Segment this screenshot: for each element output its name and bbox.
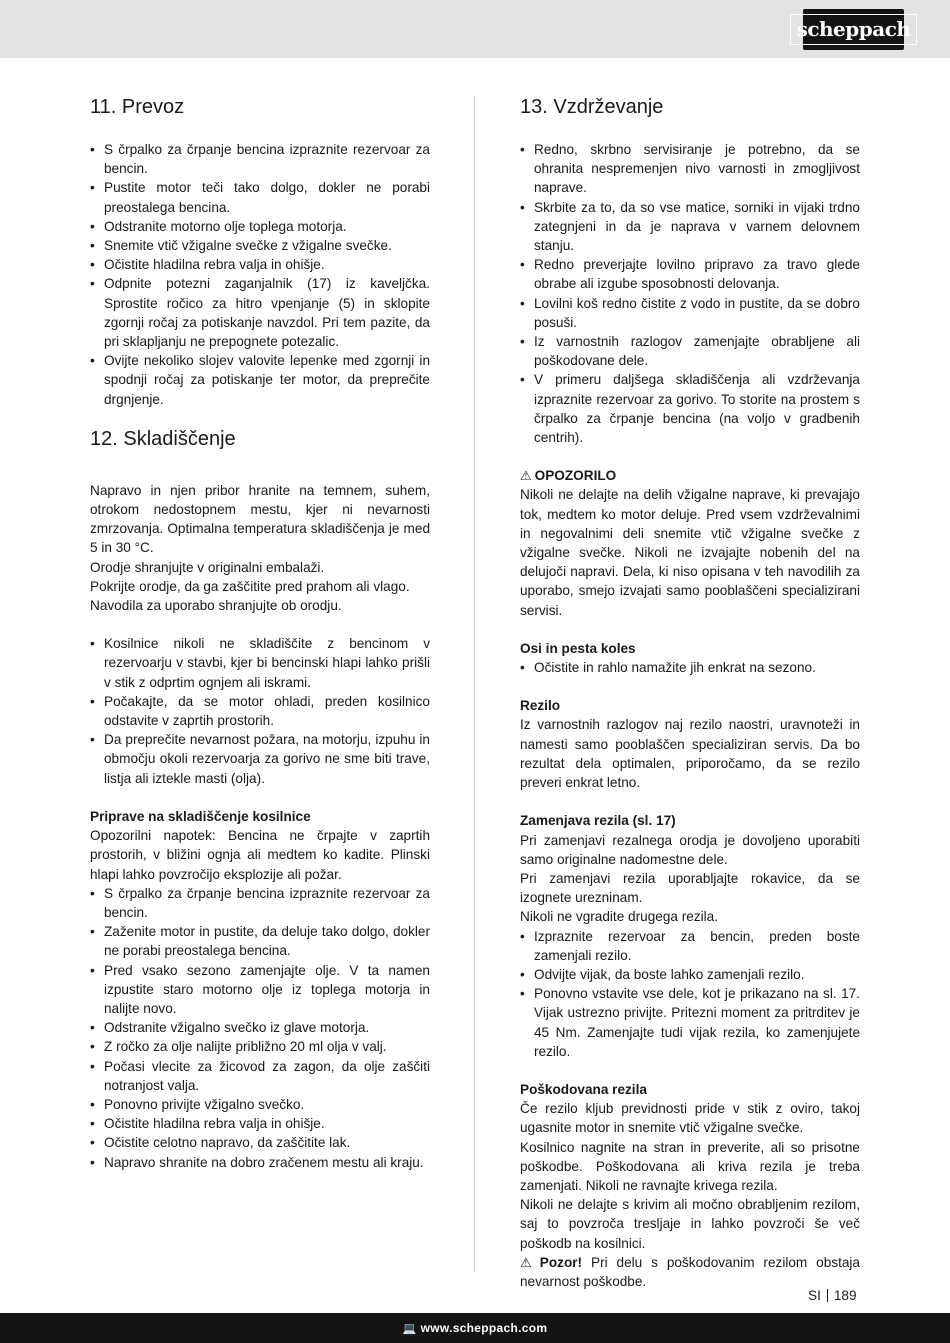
list-item: • Očistite hladilna rebra valja in ohišje. [90,255,430,274]
list-item: • S črpalko za črpanje bencina izpraznite rezervoar za bencin. [90,140,430,178]
list-item: • Ovijte nekoliko slojev valovite lepenke med zgornji in spodnji ročaj za potiskanje ter motor, da preprečite drgnjenje. [90,351,430,409]
list-item: • Iz varnostnih razlogov zamenjajte obrabljene ali poškodovane dele. [520,332,860,370]
list-item: • Odstranite motorno olje toplega motorja. [90,217,430,236]
prep-list [90,884,430,1172]
caution-label: Pozor! [539,1254,583,1270]
warning-text: Nikoli ne delajte na delih vžigalne naprave, ki prevajajo tok, medtem ko motor deluje. Pred vsem vzdrževalnimi in negovalnimi deli snemite vtič vžigalne svečke z vžigalne svečke. Nikoli ne izvajajte nobenih del na delujoči napravi. Dela, ki niso opisana v teh navodilih za uporabo, smejo izvajati samo pooblaščeni specializirani servisi. [520,487,860,618]
page-language: SI [808,1288,821,1303]
page-header [0,0,950,58]
section-11-list [90,140,430,409]
page-number [808,1286,857,1305]
website-link[interactable]: www.scheppach.com [420,1321,548,1335]
list-item: • Pred vsako sezono zamenjajte olje. V ta namen izpustite staro motorno olje iz toplega motorja in nalijte novo. [90,961,430,1019]
section-12-title: 12. Skladiščenje [90,427,236,450]
blade-title: Rezilo [520,698,561,714]
list-item: • Z ročko za olje nalijte približno 20 ml olja v valj. [90,1037,430,1056]
list-item: • Izpraznite rezervoar za bencin, preden boste zamenjali rezilo. [520,927,860,965]
list-item: • Ponovno vstavite vse dele, kot je prikazano na sl. 17. Vijak ustrezno privijte. Pritezni moment za pritrditev je 45 Nm. Zamenjajte tudi vijak rezila, ko zamenjujete rezilo. [520,984,860,1061]
column-divider [474,96,475,1272]
list-item: • S črpalko za črpanje bencina izpraznite rezervoar za bencin. [90,884,430,922]
axle-title: Osi in pesta koles [520,640,636,656]
list-item: • Da preprečite nevarnost požara, na motorju, izpuhu in območju okoli rezervoarja za gorivo ne sme biti trave, listja ali iztekle masti (olja). [90,730,430,788]
list-item: • Lovilni koš redno čistite z vodo in pustite, da se dobro posuši. [520,294,860,332]
page-number-value: 189 [833,1288,857,1303]
replace-list [520,927,860,1061]
warning-heading [520,466,860,485]
list-item: • Počakajte, da se motor ohladi, preden kosilnico odstavite v zaprtih prostorih. [90,692,430,730]
paragraph: Napravo in njen pribor hranite na temnem, suhem, otrokom nedostopnem mestu, kjer ni nevarnosti zmrzovanja. Optimalna temperatura skladiščenja je med 5 in 30 °C. [90,482,430,556]
logo-text: scheppach [790,14,918,45]
replace-title: Zamenjava rezila (sl. 17) [520,813,676,829]
list-item: • Pustite motor teči tako dolgo, dokler ne porabi preostalega bencina. [90,178,430,216]
list-item: • Kosilnice nikoli ne skladiščite z bencinom v rezervoarju v stavbi, kjer bi bencinski hlapi lahko prišli v stik z odprtim ognjem ali iskrami. [90,634,430,692]
list-item: • V primeru daljšega skladiščenja ali vzdrževanja izpraznite rezervoar za gorivo. To storite na prostem s črpalko za črpanje bencina (na voljo v gradbenih centrih). [520,370,860,447]
list-item: • Očistite hladilna rebra valja in ohišje. [90,1114,430,1133]
paragraph: Pri zamenjavi rezila uporabljajte rokavice, da se izognete urezninam. [520,870,860,906]
paragraph: Nikoli ne vgradite drugega rezila. [520,909,718,925]
list-item: • Redno preverjajte lovilno pripravo za travo glede obrabe ali izgube sposobnosti delovanja. [520,255,860,293]
damaged-title: Poškodovana rezila [520,1081,647,1097]
page-footer [0,1313,950,1343]
caution-text: Pri delu s poškodovanim rezilom obstaja nevarnost poškodbe. [520,1254,860,1289]
paragraph: Kosilnico nagnite na stran in preverite, ali so prisotne poškodbe. Poškodovana ali kriva rezila je treba zamenjati. Nikoli ne ravnajte krivega rezila. [520,1139,860,1193]
list-item: • Zaženite motor in pustite, da deluje tako dolgo, dokler ne porabi preostalega bencina. [90,922,430,960]
list-item: • Snemite vtič vžigalne svečke z vžigalne svečke. [90,236,430,255]
list-item: • Skrbite za to, da so vse matice, sorniki in vijaki trdno zategnjeni in da je naprava v varnem delovnem stanju. [520,198,860,256]
paragraph: Navodila za uporabo shranjujte ob orodju. [90,598,342,614]
prep-text: Opozorilni napotek: Bencina ne črpajte v zaprtih prostorih, v bližini ognja ali medtem ko kadite. Plinski hlapi lahko povzročijo eksplozije ali požar. [90,828,430,882]
section-13-list [520,140,860,447]
list-item: • Očistite celotno napravo, da zaščitite lak. [90,1133,430,1152]
section-12-list [90,634,430,788]
warning-triangle-icon: ⚠ [520,468,532,484]
section-13-title: 13. Vzdrževanje [520,96,664,118]
list-item: • Odvijte vijak, da boste lahko zamenjali rezilo. [520,965,860,984]
paragraph: Nikoli ne delajte s krivim ali močno obrabljenim rezilom, saj to povzroča tresljaje in lahko povzroči še več poškodb na kosilnici. [520,1197,860,1251]
list-item: • Redno, skrbno servisiranje je potrebno, da se ohranita nespremenjen nivo varnosti in zmogljivost naprave. [520,140,860,198]
list-item: • Odpnite potezni zaganjalnik (17) iz kaveljčka. Sprostite ročico za hitro vpenjanje (5) in sklopite zgornji ročaj za potiskanje navzdol. Pri tem pazite, da pri sklapljanju ne prepognete potezalic. [90,274,430,351]
warning-title: OPOZORILO [534,468,617,484]
list-item: • Očistite in rahlo namažite jih enkrat na sezono. [520,658,860,677]
paragraph: Če rezilo kljub previdnosti pride v stik z oviro, takoj ugasnite motor in snemite vtič vžigalne svečke. [520,1101,860,1136]
right-column [520,92,860,1291]
caution-triangle-icon: ⚠ [520,1254,537,1270]
prep-title: Priprave na skladiščenje kosilnice [90,808,311,824]
list-item: • Odstranite vžigalno svečko iz glave motorja. [90,1018,430,1037]
computer-icon: 💻 [402,1322,417,1335]
section-11-title: 11. Prevoz [90,96,185,118]
left-column [90,92,430,1172]
blade-text: Iz varnostnih razlogov naj rezilo naostri, uravnoteži in namesti samo pooblaščen specializiran servis. Da bo rezultat dela optimalen, priporočamo, da se rezilo preveri enkrat letno. [520,717,860,791]
paragraph: Pri zamenjavi rezalnega orodja je dovoljeno uporabiti samo originalne nadomestne dele. [520,832,860,867]
page-number-separator [827,1289,828,1302]
list-item: • Ponovno privijte vžigalno svečko. [90,1095,430,1114]
list-item: • Napravo shranite na dobro zračenem mestu ali kraju. [90,1153,430,1172]
paragraph: Pokrijte orodje, da ga zaščitite pred prahom ali vlago. [90,578,410,594]
scheppach-logo [796,9,911,50]
paragraph: Orodje shranjujte v originalni embalaži. [90,559,325,575]
list-item: • Počasi vlecite za žicovod za zagon, da olje zaščiti notranjost valja. [90,1057,430,1095]
axle-list [520,658,860,677]
